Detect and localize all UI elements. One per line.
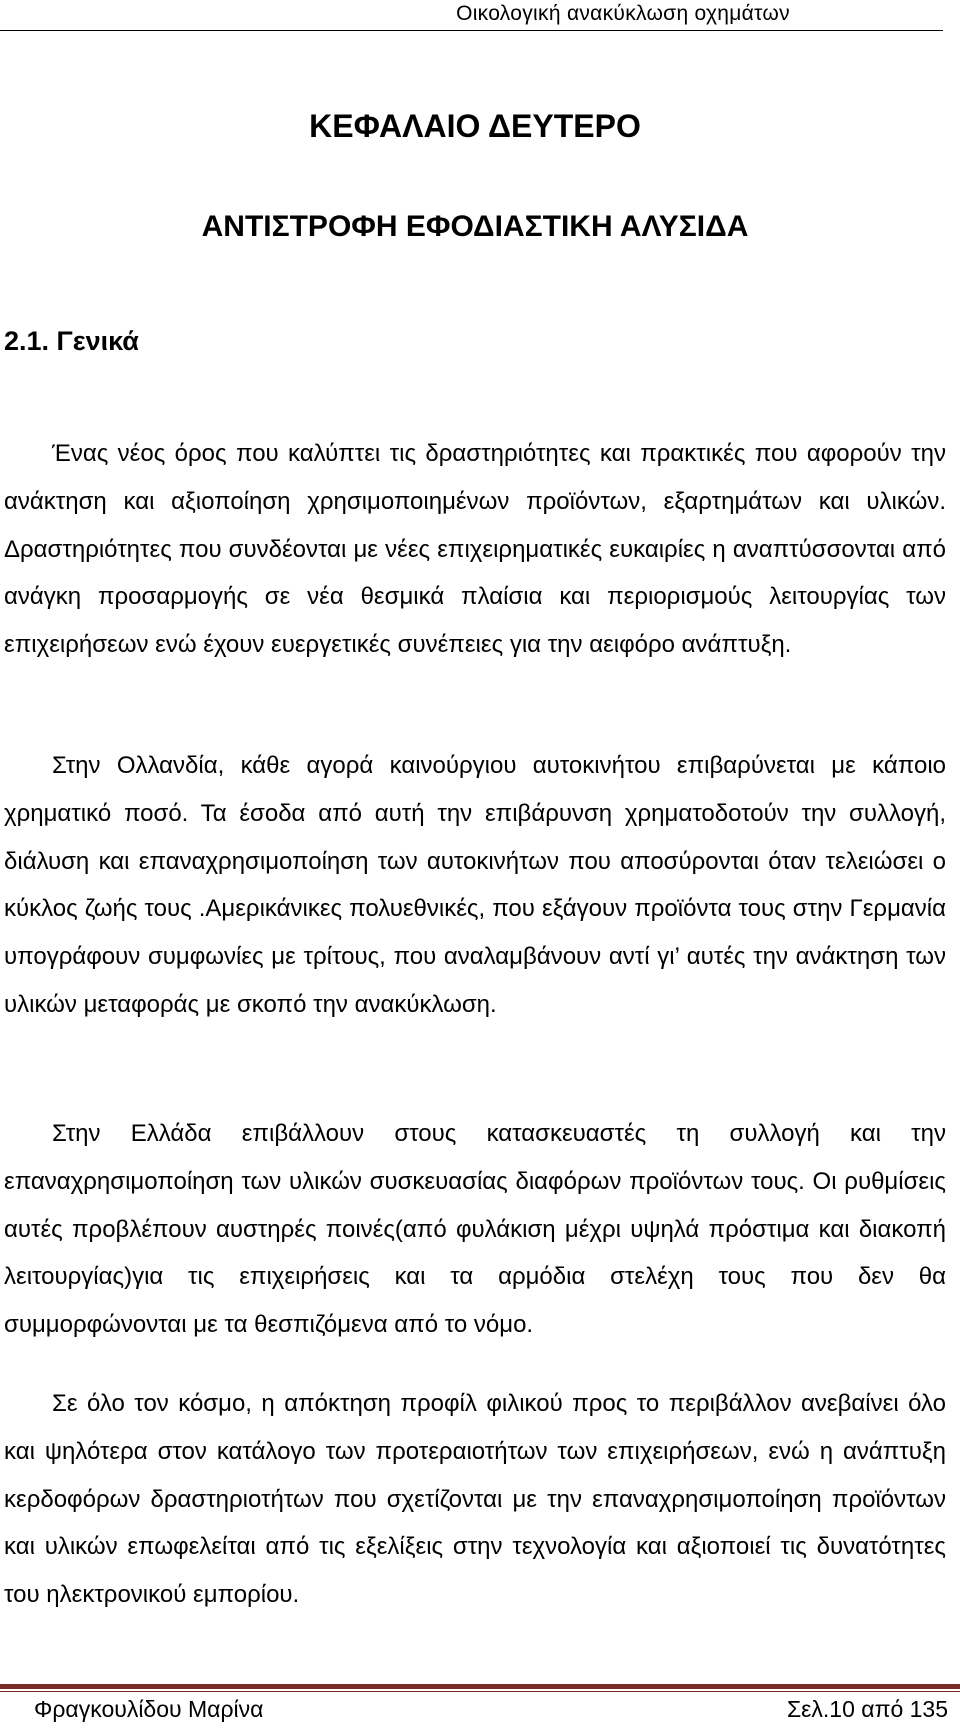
chapter-title: ΚΕΦΑΛΑΙΟ ΔΕΥΤΕΡΟ [309,108,641,144]
section-heading: 2.1. Γενικά [4,326,139,356]
footer-rule-thick [0,1684,960,1689]
paragraph-2: Στην Ολλανδία, κάθε αγορά καινούργιου αυτοκινήτου επιβαρύνεται με κάποιο χρηματικό ποσό. Τα έσοδα από αυτή την επιβάρυνση χρηματοδοτούν την συλλογή, διάλυση και επαναχρησιμοποίηση των αυτοκινήτων που αποσύρονται όταν τελειώσει ο κύκλος ζωής τους .Αμερικάνικες πολυεθνικές, που εξάγουν προϊόντα τους στην Γερμανία υπογράφουν συμφωνίες με τρίτους, που αναλαμβάνουν αντί γι’ αυτές την ανάκτηση των υλικών μεταφοράς με σκοπό την ανακύκλωση. [4,752,946,1018]
paragraph-2-block [4,742,946,1029]
chapter-subtitle: ΑΝΤΙΣΤΡΟΦΗ ΕΦΟΔΙΑΣΤΙΚΗ ΑΛΥΣΙΔΑ [201,210,749,243]
paragraph-3-block [4,1110,946,1349]
paragraph-4-block [4,1380,946,1619]
running-header-title: Οικολογική ανακύκλωση οχημάτων [456,2,790,25]
paragraph-1: Ένας νέος όρος που καλύπτει τις δραστηριότητες και πρακτικές που αφορούν την ανάκτηση και αξιοποίηση χρησιμοποιημένων προϊόντων, εξαρτημάτων και υλικών. Δραστηριότητες που συνδέονται με νέες επιχειρηματικές ευκαιρίες η αναπτύσσονται από ανάγκη προσαρμογής σε νέα θεσμικά πλαίσια και περιορισμούς λειτουργίας των επιχειρήσεων ενώ έχουν ευεργετικές συνέπειες για την αειφόρο ανάπτυξη. [4,440,946,659]
page-footer [0,1684,960,1725]
paragraph-4: Σε όλο τον κόσμο, η απόκτηση προφίλ φιλικού προς το περιβάλλον ανεβαίνει όλο και ψηλότερα στον κατάλογο των προτεραιοτήτων των επιχειρήσεων, ενώ η ανάπτυξη κερδοφόρων δραστηριοτήτων που σχετίζονται με την επαναχρησιμοποίηση προϊόντων και υλικών επωφελείται από τις εξελίξεις στην τεχνολογία και αξιοποιεί τις δυνατότητες του ηλεκτρονικού εμπορίου. [4,1390,946,1609]
paragraph-1-block [4,430,946,669]
footer-author: Φραγκουλίδου Μαρίνα [34,1696,264,1722]
footer-page-number: Σελ.10 από 135 [786,1696,948,1722]
paragraph-3: Στην Ελλάδα επιβάλλουν στους κατασκευαστές τη συλλογή και την επαναχρησιμοποίηση των υλικών συσκευασίας διαφόρων προϊόντων τους. Οι ρυθμίσεις αυτές προβλέπουν αυστηρές ποινές(από φυλάκιση μέχρι υψηλά πρόστιμα και διακοπή λειτουργίας)για τις επιχειρήσεις και τα αρμόδια στελέχη τους που δεν θα συμμορφώνονται με τα θεσπιζόμενα από το νόμο. [4,1120,946,1339]
footer-rule-thin [0,1691,960,1692]
page-header [0,0,943,31]
